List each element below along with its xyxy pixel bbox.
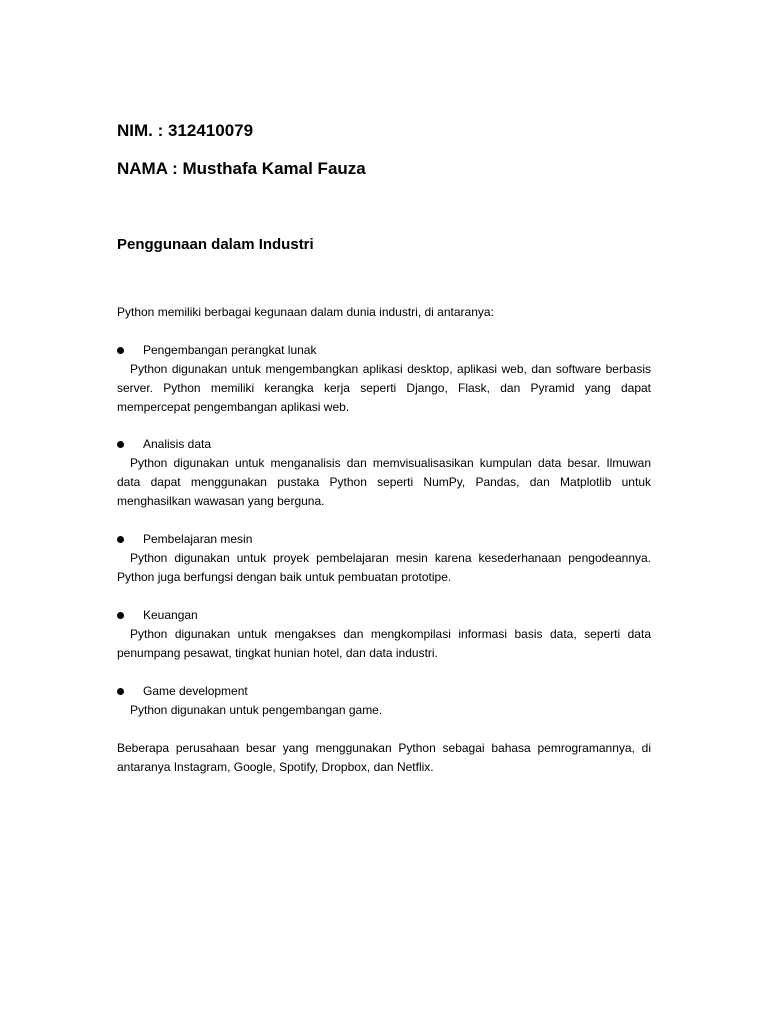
list-item-title: Pembelajaran mesin (143, 532, 253, 546)
student-name-line: NAMA : Musthafa Kamal Fauza (117, 159, 366, 178)
list-item-description: Python digunakan untuk proyek pembelajaran mesin karena kesederhanaan pengodeannya. Python juga berfungsi dengan baik untuk pembuatan prototipe. (117, 551, 651, 584)
list-item (117, 606, 651, 663)
bullet-icon (117, 688, 124, 695)
bullet-icon (117, 441, 124, 448)
student-id-line: NIM. : 312410079 (117, 121, 254, 140)
list-item-title: Keuangan (143, 608, 198, 622)
list-item (117, 682, 651, 720)
list-item-title: Game development (143, 684, 248, 698)
list-item-title: Pengembangan perangkat lunak (143, 343, 317, 357)
list-item (117, 435, 651, 511)
list-item-title: Analisis data (143, 437, 212, 451)
intro-paragraph: Python memiliki berbagai kegunaan dalam dunia industri, di antaranya: (117, 305, 494, 319)
bullet-icon (117, 612, 124, 619)
list-item (117, 530, 651, 587)
bullet-icon (117, 347, 124, 354)
list-item-description: Python digunakan untuk mengakses dan mengkompilasi informasi basis data, seperti data penumpang pesawat, tingkat hunian hotel, dan data industri. (117, 627, 651, 660)
list-item (117, 341, 651, 417)
section-heading: Penggunaan dalam Industri (117, 236, 314, 253)
list-item-description: Python digunakan untuk menganalisis dan memvisualisasikan kumpulan data besar. Ilmuwan data dapat menggunakan pustaka Python seperti NumPy, Pandas, dan Matplotlib untuk menghasilkan wawasan yang berguna. (117, 456, 651, 508)
closing-paragraph: Beberapa perusahaan besar yang menggunakan Python sebagai bahasa pemrogramannya, di antaranya Instagram, Google, Spotify, Dropbox, dan Netflix. (117, 741, 651, 774)
bullet-icon (117, 536, 124, 543)
list-item-description: Python digunakan untuk mengembangkan aplikasi desktop, aplikasi web, dan software berbasis server. Python memiliki kerangka kerja seperti Django, Flask, dan Pyramid yang dapat mempercepat pengembangan aplikasi web. (117, 362, 651, 414)
list-item-description: Python digunakan untuk pengembangan game. (130, 703, 383, 717)
